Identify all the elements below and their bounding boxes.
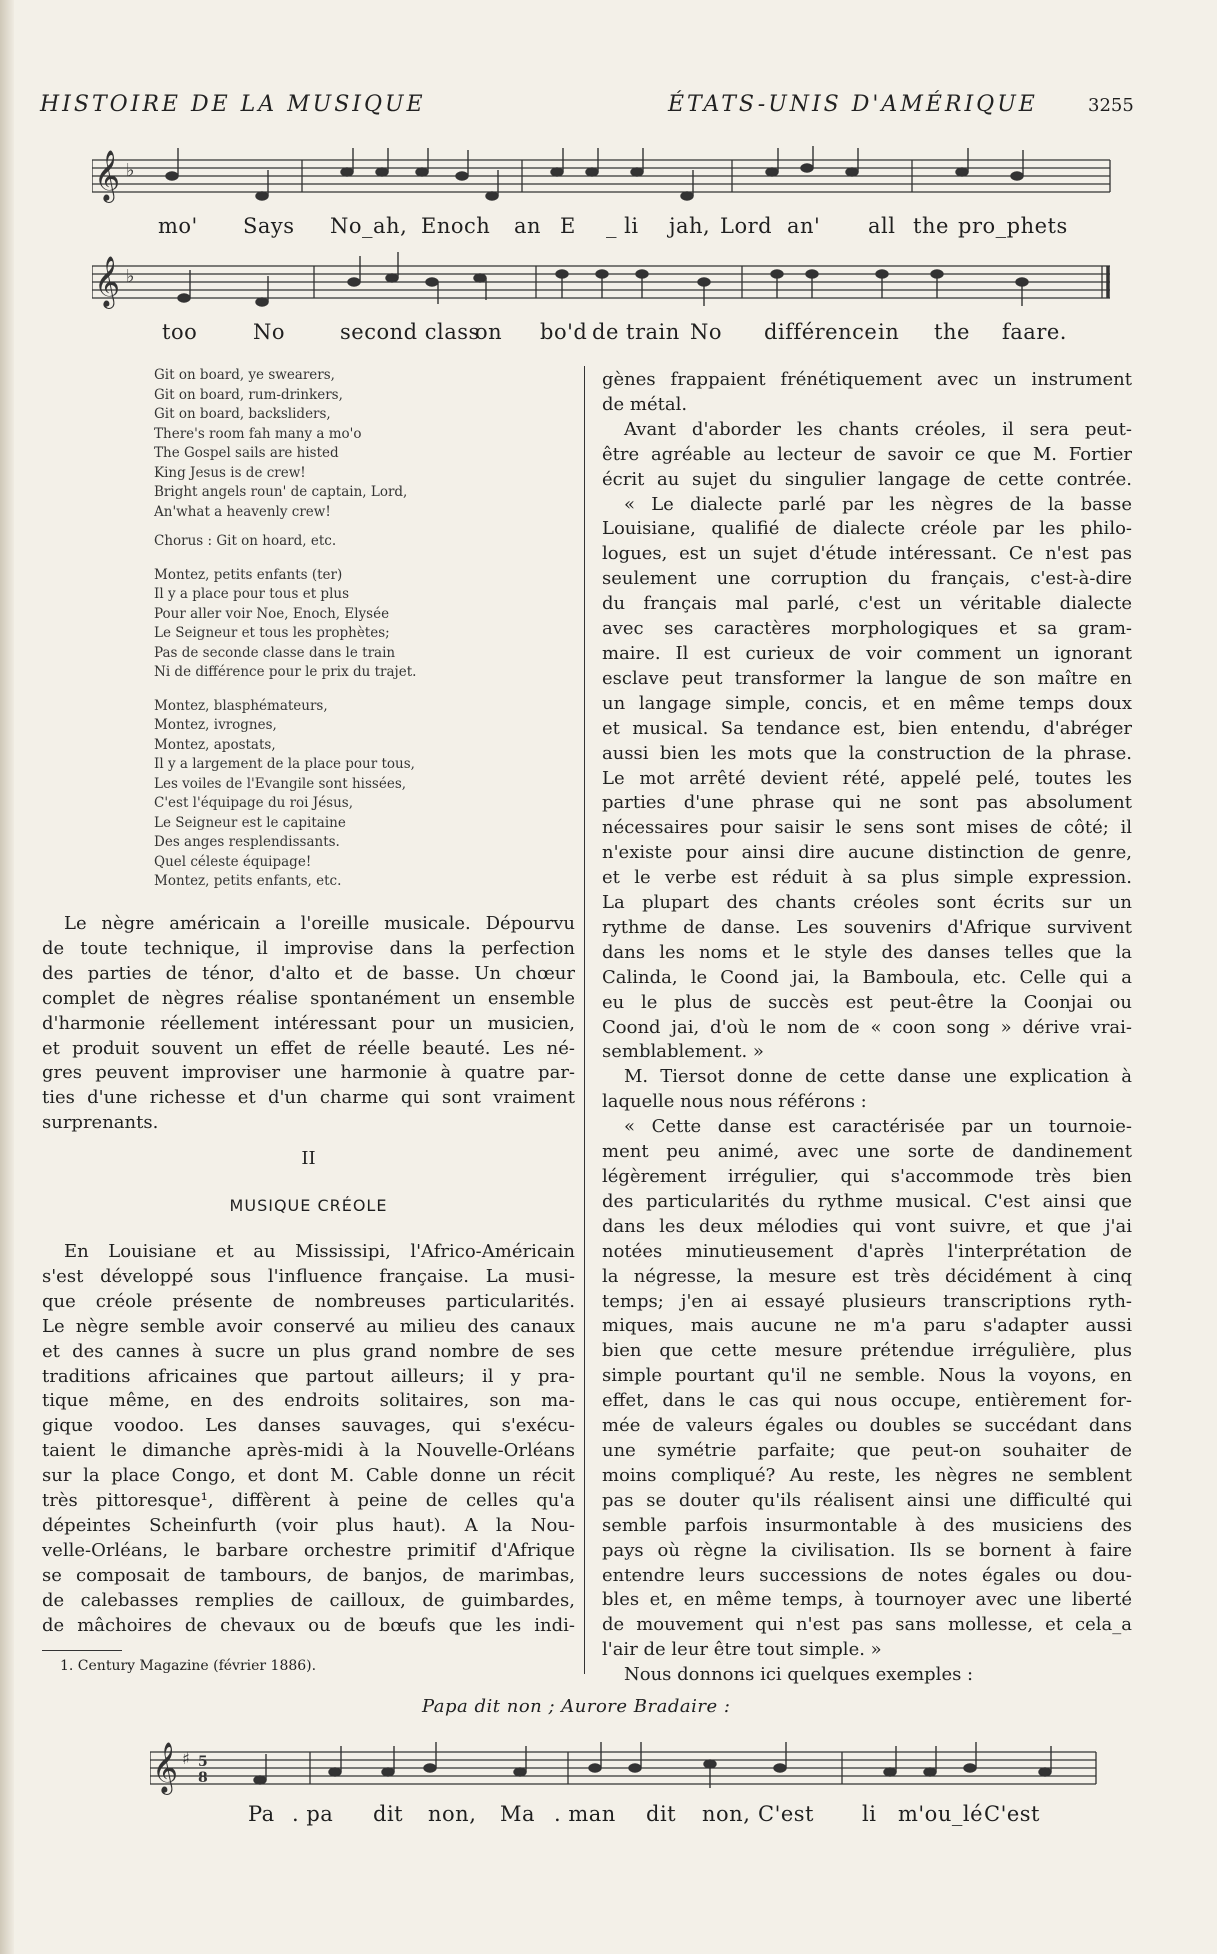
text-line: dans les deux mélodies qui vont suivre, et que j'ai — [602, 1215, 1132, 1237]
lyric: the — [913, 214, 949, 238]
text-line: taient le dimanche après-midi à la Nouvelle-Orléans — [42, 1440, 575, 1462]
svg-text:8: 8 — [198, 1770, 208, 1786]
text-line: être agréable au lecteur de savoir ce que M. Fortier — [602, 443, 1132, 465]
poem — [154, 366, 574, 892]
text-line: des parties de ténor, d'alto et de basse. Un chœur — [42, 962, 575, 984]
text-line: très pittoresque¹, diffèrent à peine de celles qu'a — [42, 1490, 575, 1512]
poem-line: Montez, ivrognes, — [154, 717, 277, 733]
text-line: écrit au sujet du singulier langage de cette contrée. — [602, 468, 1132, 490]
left-paragraph-1 — [42, 912, 575, 1136]
poem-line: Montez, petits enfants (ter) — [154, 566, 343, 583]
section-title: MUSIQUE CRÉOLE — [229, 1196, 388, 1215]
text-line: effet, dans le cas qui nous occupe, entièrement for- — [602, 1390, 1132, 1412]
svg-text:♭: ♭ — [126, 266, 135, 287]
text-line: aussi bien les mots que la construction de la phrase. — [602, 742, 1132, 764]
text-line: eu le plus de succès est peut-être la Coonjai ou — [602, 991, 1132, 1013]
text-line: que créole présente de nombreuses particularités. — [42, 1290, 575, 1312]
text-line: En Louisiane et au Mississipi, l'Africo-Américain — [64, 1241, 575, 1262]
text-line: miques, mais aucune ne m'a paru s'adapter aussi — [602, 1315, 1132, 1337]
text-line: bles et, en même temps, à tournoyer avec une liberté — [602, 1589, 1132, 1611]
lyric: dit — [646, 1802, 677, 1826]
lyric: dit — [373, 1802, 404, 1826]
lyric: différence — [764, 320, 878, 344]
lyric: m'ou_lé — [898, 1802, 983, 1826]
text-line: surprenants. — [42, 1112, 159, 1134]
text-line: du français mal parlé, c'est un véritable dialecte — [602, 593, 1132, 615]
poem-line: Le Seigneur et tous les prophètes; — [154, 625, 390, 641]
music-staff-2 — [92, 252, 1114, 318]
lyric: the — [934, 320, 970, 344]
text-line: complet de nègres réalise spontanément un ensemble — [42, 987, 575, 1009]
lyric: _ li — [606, 214, 639, 238]
music-staff-1 — [92, 146, 1114, 212]
poem-stanza — [154, 566, 574, 683]
lyric: jah, — [669, 214, 711, 238]
lyric: an — [514, 214, 542, 238]
running-head-left: HISTOIRE DE LA MUSIQUE — [40, 92, 426, 117]
lyric: in — [878, 320, 900, 344]
poem-line: Montez, apostats, — [154, 736, 276, 753]
lyric: pro_phets — [958, 214, 1068, 238]
poem-line: The Gospel sails are histed — [154, 445, 339, 461]
text-line: Le mot arrêté devient rété, appelé pelé, toutes les — [602, 767, 1132, 789]
text-line: et des cannes à sucre un plus grand nombre de ses — [42, 1340, 575, 1362]
text-line: Le nègre américain a l'oreille musicale. Dépourvu — [64, 913, 575, 934]
poem-line: An'what a heavenly crew! — [154, 503, 331, 520]
lyric: li — [862, 1802, 877, 1826]
text-line: rythme de danse. Les souvenirs d'Afrique survivent — [602, 916, 1132, 938]
lyric: too — [162, 320, 198, 344]
text-line: logues, est un sujet d'étude intéressant. Ce n'est pas — [602, 543, 1132, 565]
text-line: notées minutieusement d'après l'interprétation de — [602, 1240, 1132, 1262]
text-line: une symétrie parfaite; que peut-on souhaiter de — [602, 1439, 1132, 1461]
text-line: seulement une corruption du français, c'est-à-dire — [602, 568, 1132, 590]
lyric: Pa — [248, 1802, 275, 1826]
lyric: . man — [554, 1802, 616, 1826]
column-divider — [584, 366, 585, 1674]
text-line: mée de valeurs égales ou doubles se succédant dans — [602, 1415, 1132, 1437]
text-line: un langage simple, concis, et en même temps doux — [602, 692, 1132, 714]
text-line: Avant d'aborder les chants créoles, il sera peut- — [624, 418, 1132, 440]
poem-line: Pour aller voir Noe, Enoch, Elysée — [154, 605, 390, 622]
lyric: non, — [702, 1802, 751, 1826]
text-line: dans les noms et le style des danses telles que la — [602, 941, 1132, 963]
poem-line: Pas de seconde classe dans le train — [154, 644, 396, 661]
poem-line: Des anges resplendissants. — [154, 834, 340, 850]
text-line: sur la place Congo, et dont M. Cable donne un récit — [42, 1465, 575, 1487]
poem-line: Quel céleste équipage! — [154, 853, 312, 870]
svg-text:♯: ♯ — [182, 1749, 190, 1768]
lyric: E — [560, 214, 576, 238]
lyric: No — [690, 320, 723, 344]
poem-line: C'est l'équipage du roi Jésus, — [154, 795, 354, 811]
lyric: No_ah, — [330, 214, 408, 238]
page-number: 3255 — [1088, 95, 1134, 116]
text-line: légèrement irrégulier, qui s'accommode très bien — [602, 1166, 1132, 1187]
text-line: ment peu animé, avec une sorte de dandinement — [602, 1141, 1132, 1163]
poem-line: Les voiles de l'Evangile sont hissées, — [154, 775, 407, 792]
text-line: gènes frappaient frénétiquement avec un instrument — [602, 369, 1132, 390]
text-line: pays où règne la civilisation. Ils se bornent à faire — [602, 1539, 1132, 1561]
text-line: de toute technique, il improvise dans la perfection — [42, 937, 575, 959]
music-staff-3 — [150, 1738, 1100, 1804]
text-line: « Le dialecte parlé par les nègres de la basse — [624, 493, 1132, 515]
text-line: laquelle nous nous référons : — [602, 1091, 867, 1113]
text-line: Coond jai, d'où le nom de « coon song » dérive vrai- — [602, 1016, 1132, 1038]
text-line: traditions africaines que partout ailleurs; il y pra- — [42, 1365, 575, 1387]
text-line: Calinda, le Coond jai, la Bamboula, etc. Celle qui a — [602, 966, 1132, 988]
lyric: Says — [243, 214, 295, 238]
lyric: C'est — [758, 1802, 814, 1826]
text-line: des particularités du rythme musical. C'est ainsi que — [602, 1190, 1132, 1212]
lyric: second class — [340, 320, 480, 344]
lyric: non, — [428, 1802, 477, 1826]
text-line: entendre leurs successions de notes égales ou dou- — [602, 1564, 1132, 1586]
poem-line: Il y a largement de la place pour tous, — [154, 756, 415, 772]
poem-line: Git on board, rum-drinkers, — [154, 386, 343, 403]
text-line: simple pourtant qu'il ne semble. Nous la voyons, en — [602, 1365, 1132, 1387]
svg-text:𝄞: 𝄞 — [94, 150, 121, 201]
lyric: de train — [592, 320, 680, 344]
running-head-right: ÉTATS-UNIS D'AMÉRIQUE — [668, 92, 1038, 117]
text-line: pas se douter qu'ils réalisent ainsi une difficulté qui — [602, 1489, 1132, 1511]
text-line: velle-Orléans, le barbare orchestre primitif d'Afrique — [42, 1539, 575, 1561]
poem-line: Montez, blasphémateurs, — [154, 697, 328, 714]
svg-text:♭: ♭ — [126, 160, 135, 181]
page-edge — [0, 0, 14, 1954]
text-line: bien que cette mesure prétendue irrégulière, plus — [602, 1340, 1132, 1362]
text-line: de métal. — [602, 393, 688, 415]
text-line: gique voodoo. Les danses sauvages, qui s'exécu- — [42, 1415, 575, 1437]
lyric: faare. — [1002, 320, 1067, 344]
section-number: II — [301, 1148, 316, 1169]
poem-line: Montez, petits enfants, etc. — [154, 873, 342, 889]
text-line: l'air de leur être tout simple. » — [602, 1639, 882, 1661]
text-line: de mouvement qui n'est pas sans mollesse, et cela_a — [602, 1614, 1132, 1636]
lyric: all — [868, 214, 896, 238]
text-line: Louisiane, qualifié de dialecte créole par les philo- — [602, 518, 1132, 540]
poem-line: Bright angels roun' de captain, Lord, — [154, 484, 408, 500]
lyric: bo'd — [540, 320, 588, 344]
text-line: dépeintes Scheinfurth (voir plus haut). A la Nou- — [42, 1514, 575, 1536]
text-line: s'est développé sous l'influence française. La musi- — [42, 1265, 575, 1287]
footnote-rule — [42, 1650, 122, 1651]
footnote: 1. Century Magazine (février 1886). — [60, 1658, 317, 1674]
text-line: tique même, en des endroits solitaires, son ma- — [42, 1390, 575, 1412]
text-line: temps; j'en ai essayé plusieurs transcriptions ryth- — [602, 1290, 1132, 1312]
lyric: No — [253, 320, 286, 344]
text-line: avec ses caractères morphologiques et sa gram- — [602, 618, 1132, 640]
text-line: Le nègre semble avoir conservé au milieu des canaux — [42, 1315, 575, 1337]
text-line: esclave peut transformer la langue de son maître en — [602, 667, 1132, 689]
text-line: la négresse, la mesure est très décidément à cinq — [602, 1265, 1132, 1287]
text-line: n'existe pour ainsi dire aucune distinction de genre, — [602, 842, 1132, 864]
left-paragraph-2 — [42, 1240, 575, 1639]
poem-line: Ni de différence pour le prix du trajet. — [154, 664, 417, 680]
text-line: semblablement. » — [602, 1041, 764, 1063]
text-line: semble parfois insurmontable à des musiciens des — [602, 1514, 1132, 1536]
poem-chorus: Chorus : Git on hoard, etc. — [154, 533, 337, 549]
lyric: Enoch — [421, 214, 491, 238]
poem-stanza — [154, 366, 574, 522]
svg-text:𝄞: 𝄞 — [94, 256, 121, 307]
text-line: gres peuvent improviser une harmonie à quatre par- — [42, 1062, 575, 1084]
text-line: moins compliqué? Au reste, les nègres ne semblent — [602, 1464, 1132, 1486]
poem-line: Git on board, ye swearers, — [154, 367, 335, 383]
lyric: an' — [787, 214, 821, 238]
lyric: Ma — [500, 1802, 536, 1826]
poem-line: Le Seigneur est le capitaine — [154, 814, 346, 831]
text-line: et produit souvent un effet de réelle beauté. Les né- — [42, 1037, 575, 1059]
poem-line: There's room fah many a mo'o — [154, 425, 362, 442]
text-line: et musical. Sa tendance est, bien entendu, d'abréger — [602, 717, 1132, 739]
text-line: La plupart des chants créoles sont écrits sur un — [602, 892, 1132, 914]
lyric: on — [475, 320, 503, 344]
lyric: . pa — [292, 1802, 334, 1826]
text-line: se composait de tambours, de banjos, de marimbas, — [42, 1564, 575, 1586]
lyric: mo' — [158, 214, 198, 238]
lyric: Lord — [720, 214, 773, 238]
text-line: maire. Il est curieux de voir comment un ignorant — [602, 642, 1132, 664]
poem-line: King Jesus is de crew! — [154, 464, 306, 481]
text-line: et le verbe est réduit à sa plus simple expression. — [602, 867, 1132, 889]
svg-text:5: 5 — [198, 1754, 208, 1770]
music-example-title: Papa dit non ; Aurore Bradaire : — [422, 1696, 731, 1717]
text-line: Nous donnons ici quelques exemples : — [624, 1664, 974, 1686]
lyric: C'est — [984, 1802, 1040, 1826]
poem-line: Git on board, backsliders, — [154, 406, 331, 422]
text-line: ties d'une richesse et d'un charme qui sont vraiment — [42, 1087, 575, 1109]
text-line: de mâchoires de chevaux ou de bœufs que les indi- — [42, 1614, 575, 1636]
text-line: nécessaires pour saisir le sens sont mises de côté; il — [602, 817, 1132, 839]
text-line: d'harmonie réellement intéressant pour un musicien, — [42, 1012, 575, 1034]
text-line: de calebasses remplies de cailloux, de guimbardes, — [42, 1589, 575, 1611]
poem-stanza — [154, 697, 574, 892]
right-column — [602, 368, 1132, 1688]
text-line: M. Tiersot donne de cette danse une explication à — [624, 1066, 1132, 1088]
svg-text:𝄞: 𝄞 — [152, 1742, 179, 1793]
poem-line: Il y a place pour tous et plus — [154, 586, 350, 602]
text-line: « Cette danse est caractérisée par un tournoie- — [624, 1116, 1132, 1138]
text-line: parties d'une phrase qui ne sont pas absolument — [602, 792, 1132, 814]
